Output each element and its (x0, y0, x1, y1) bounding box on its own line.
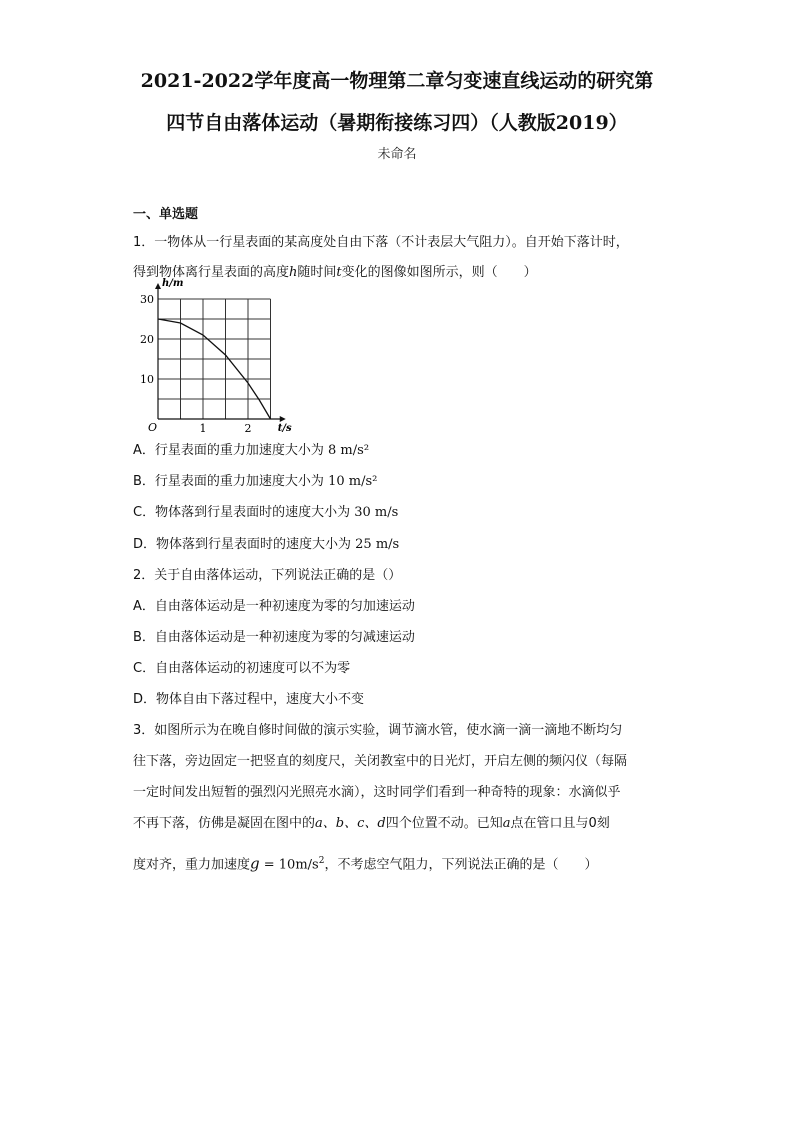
x-axis-arrow (280, 416, 286, 422)
q3-var-g: g (250, 854, 260, 873)
q1-height-time-chart (140, 278, 292, 435)
q3-line-1: 3．如图所示为在晚自修时间做的演示实验，调节滴水管，使水滴一滴一滴地不断均匀 (133, 723, 623, 738)
q2-option-d[interactable]: D．物体自由下落过程中，速度大小不变 (133, 692, 365, 707)
y-tick-label: 10 (140, 373, 154, 386)
q1-option-d[interactable] (133, 536, 399, 554)
q1-option-c[interactable] (133, 504, 398, 522)
chart-series (158, 319, 271, 419)
q3-line-5-text-b: ，不考虑空气阻力，下列说法正确的是（ ） (324, 857, 598, 873)
x-tick-label: 1 (199, 422, 207, 435)
chart-labels (140, 278, 292, 435)
q1-stem-text-a: 得到物体离行星表面的高度 (133, 265, 290, 280)
y-tick-label: 20 (140, 333, 154, 346)
q1-option-a-text: A．行星表面的重力加速度大小为 (133, 443, 329, 458)
section-heading: 一、单选题 (133, 207, 199, 222)
q3-line-3: 一定时间发出短暂的强烈闪光照亮水滴），这时同学们看到一种奇特的现象：水滴似乎 (133, 785, 621, 800)
origin-label: O (148, 421, 158, 434)
q3-line-2: 往下落，旁边固定一把竖直的刻度尺，关闭教室中的日光灯，开启左侧的频闪仪（每隔 (133, 754, 628, 769)
y-axis-arrow (155, 283, 161, 289)
q3-line-5-text-a: 度对齐，重力加速度 (133, 857, 251, 873)
document-subtitle: 未命名 (377, 147, 417, 162)
document-title-line-1: 2021-2022学年度高一物理第二章匀变速直线运动的研究第 (140, 70, 654, 92)
q3-line-4 (133, 815, 610, 833)
y-axis-label: h/m (162, 278, 184, 289)
q3-line-4-text-b: 四个位置不动。已知 (385, 816, 503, 831)
q3-var-a: a (502, 816, 511, 831)
q3-g-exponent: 2 (318, 856, 325, 866)
chart-svg (140, 278, 292, 435)
q2-stem: 2．关于自由落体运动，下列说法正确的是（） (133, 568, 402, 583)
q1-var-h: h (289, 265, 298, 280)
q3-line-4-text-a: 不再下落，仿佛是凝固在图中的 (133, 816, 316, 831)
height-curve (158, 319, 271, 419)
x-tick-label: 2 (244, 422, 252, 435)
q1-option-d-text: D．物体落到行星表面时的速度大小为 (133, 537, 356, 552)
q1-option-b-value: 10 m/s² (328, 474, 378, 489)
q1-option-a[interactable] (133, 442, 369, 460)
q2-option-a[interactable]: A．自由落体运动是一种初速度为零的匀加速运动 (133, 599, 415, 614)
q1-stem-line-2 (133, 264, 537, 282)
q1-option-a-value: 8 m/s² (328, 443, 370, 458)
q2-option-b[interactable]: B．自由落体运动是一种初速度为零的匀减速运动 (133, 630, 415, 645)
document-title-line-2: 四节自由落体运动（暑期衔接练习四）（人教版2019） (166, 112, 628, 134)
y-tick-label: 30 (140, 293, 154, 306)
q1-option-d-value: 25 m/s (355, 537, 400, 552)
q3-line-5 (133, 852, 597, 874)
chart-axes (155, 283, 286, 422)
q3-position-vars: a、b、c、d (315, 816, 386, 831)
q1-stem-text-c: 变化的图像如图所示，则（ ） (341, 265, 537, 280)
q3-line-4-text-c: 点在管口且与0刻 (510, 816, 610, 831)
q1-option-b[interactable] (133, 473, 377, 491)
q1-option-c-value: 30 m/s (354, 505, 399, 520)
q2-option-c[interactable]: C．自由落体运动的初速度可以不为零 (133, 661, 351, 676)
q1-option-b-text: B．行星表面的重力加速度大小为 (133, 474, 329, 489)
q1-stem-line-1: 1．一物体从一行星表面的某高度处自由下落（不计表层大气阻力）。自开始下落计时， (133, 235, 629, 250)
q1-option-c-text: C．物体落到行星表面时的速度大小为 (133, 505, 355, 520)
chart-grid (158, 299, 271, 419)
q1-stem-text-b: 随时间 (297, 265, 337, 280)
x-axis-label: t/s (277, 423, 292, 434)
q1-var-t: t (336, 265, 342, 280)
q3-g-value: = 10m/s (259, 857, 319, 873)
